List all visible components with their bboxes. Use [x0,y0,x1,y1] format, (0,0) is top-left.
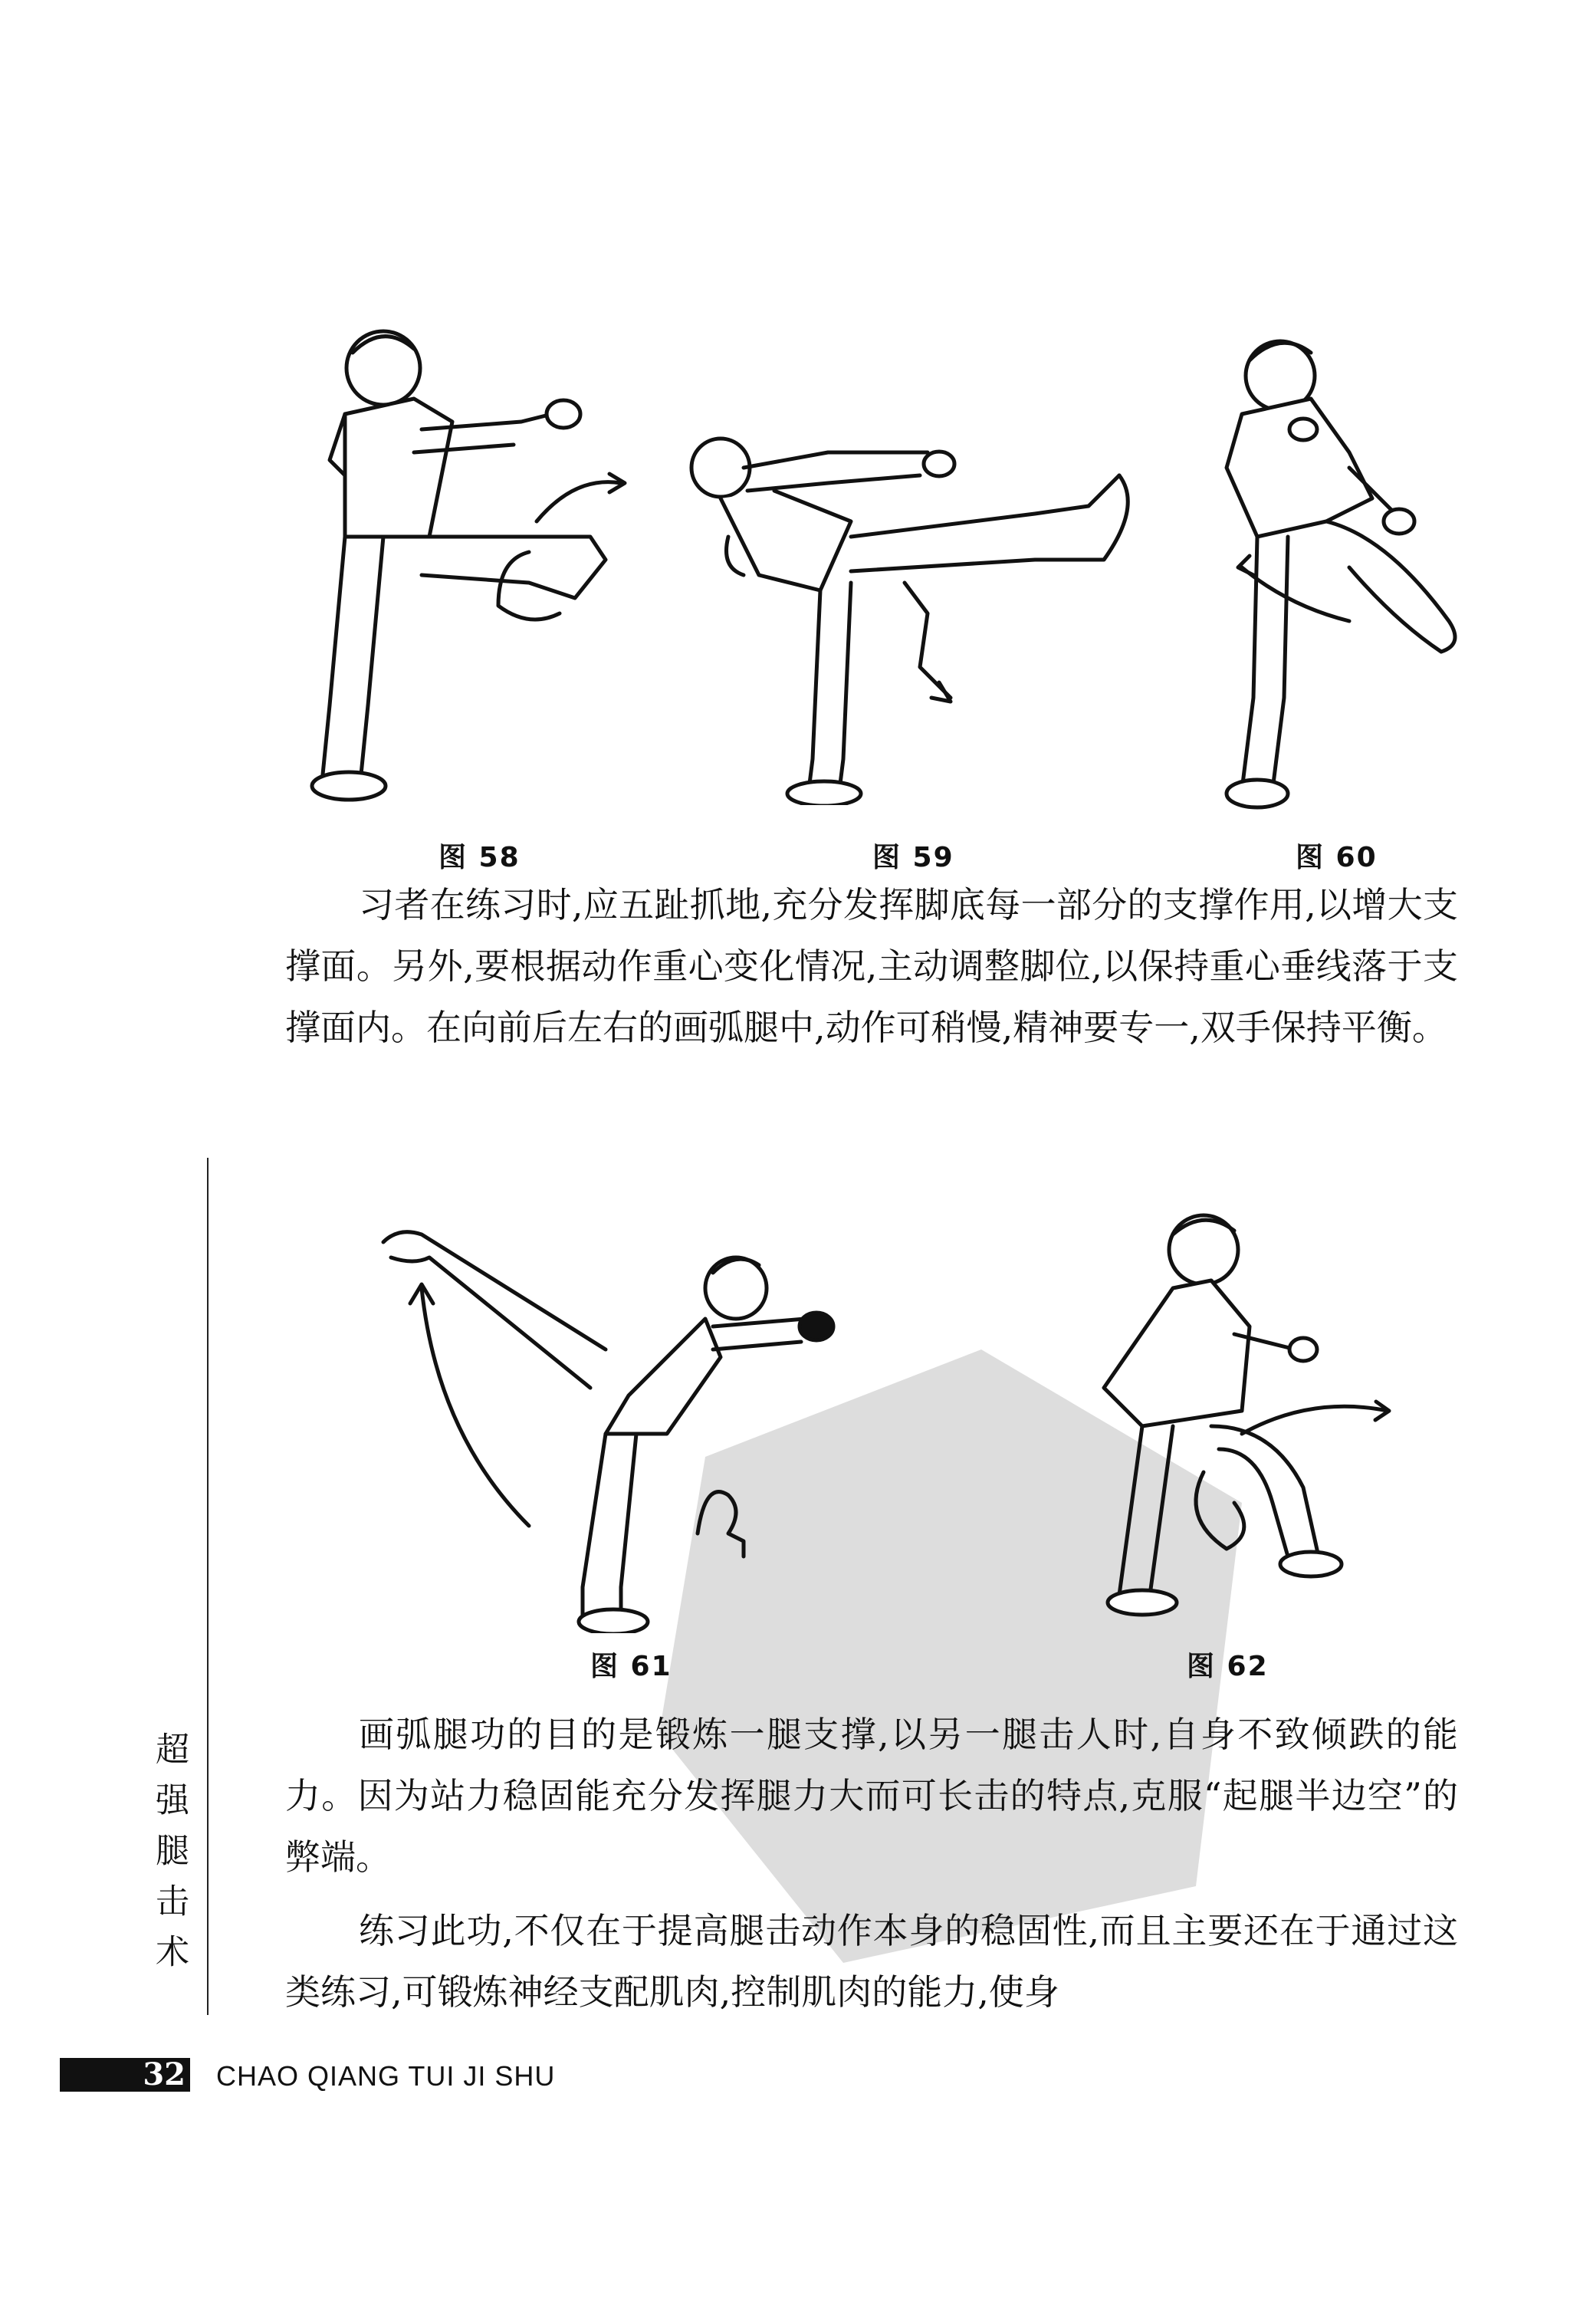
footer-title: CHAO QIANG TUI JI SHU [216,2060,556,2092]
figure-60-caption: 图 60 [1296,842,1378,873]
margin-rule [207,1158,209,2015]
figure-59-illustration [675,422,1150,805]
running-head: 超强腿击术 [149,1731,189,1984]
figure-62-caption: 图 62 [1187,1651,1269,1682]
paragraph-1: 习者在练习时,应五趾抓地,充分发挥脚底每一部分的支撑作用,以增大支撑面。另外,要根据动作重心变化情况,主动调整脚位,以保持重心垂线落于支撑面内。在向前后左右的画弧腿中,动作可稍慢,精神要专一,双手保持平衡。 [285,884,1458,1048]
page-number: 32 [60,2058,190,2092]
figure-61-caption: 图 61 [590,1651,672,1682]
paragraph-2: 画弧腿功的目的是锻炼一腿支撑,以另一腿击人时,自身不致倾跌的能力。因为站力稳固能充分发挥腿力大而可长击的特点,克服“起腿半边空”的弊端。 [285,1714,1458,1878]
figure-61-illustration [376,1204,866,1633]
figure-58-caption: 图 58 [438,842,521,873]
figure-60-illustration [1196,314,1487,813]
figure-58-illustration [299,307,652,813]
figure-62-illustration [1058,1196,1411,1641]
figure-59-caption: 图 59 [872,842,954,873]
paragraph-3: 练习此功,不仅在于提高腿击动作本身的稳固性,而且主要还在于通过这类练习,可锻炼神经支配肌肉,控制肌肉的能力,使身 [285,1910,1458,2013]
